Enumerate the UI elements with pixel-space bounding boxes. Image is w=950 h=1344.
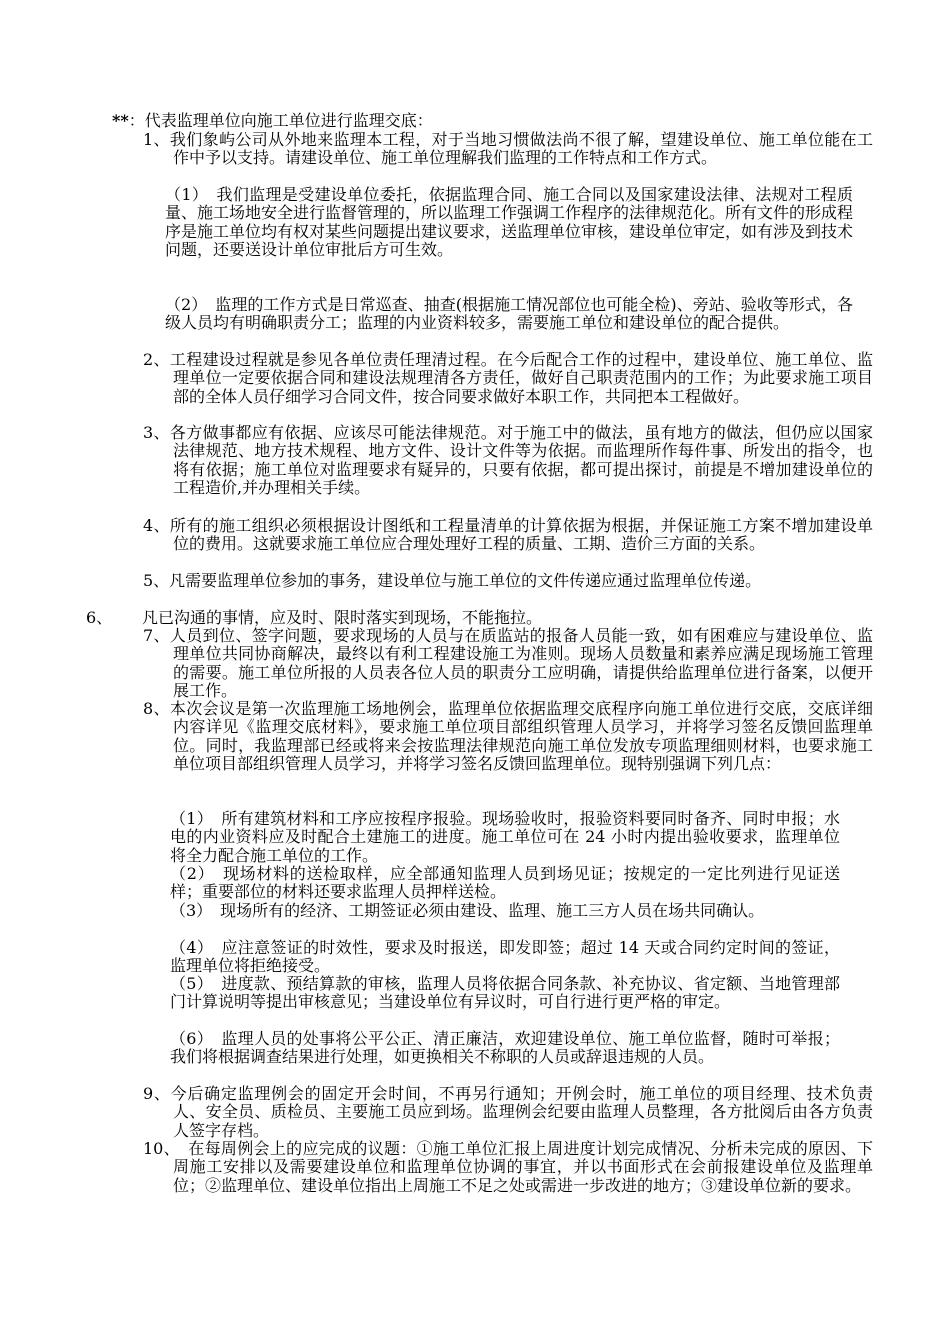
intro-text: ：代表监理单位向施工单位进行监理交底： — [128, 111, 433, 130]
item-6 — [86, 609, 866, 627]
item-8-sub-1: （1） 所有建筑材料和工序应按程序报验。现场验收时，报验资料要同时备齐、同时申报；水电的内业资料应及时配合土建施工的进度。施工单位可在 24 小时内提出验收要求，监理单位将全力配合施工单位的工作。 — [170, 809, 840, 865]
item-8-sub-6: （6） 监理人员的处事将公平公正、清正廉洁，欢迎建设单位、施工单位监督，随时可举报；我们将根据调查结果进行处理，如更换相关不称职的人员或辞退违规的人员。 — [170, 1029, 840, 1067]
item-8-sub-2: （2） 现场材料的送检取样，应全部通知监理人员到场见证；按规定的一定比列进行见证送样；重要部位的材料还要求监理人员押样送检。 — [170, 864, 840, 902]
intro-paragraph — [112, 112, 882, 130]
item-9: 9、今后确定监理例会的固定开会时间，不再另行通知；开例会时，施工单位的项目经理、技术负责人、安全员、质检员、主要施工员应到场。监理例会纪要由监理人员整理，各方批阅后由各方负责人签字存档。 — [143, 1084, 873, 1140]
item-8: 8、本次会议是第一次监理施工场地例会，监理单位依据监理交底程序向施工单位进行交底，交底详细内容详见《监理交底材料》，要求施工单位项目部组织管理人员学习，并将学习签名反馈回监理单位。同时，我监理部已经或将来会按监理法律规范向施工单位发放专项监理细则材料，也要求施工单位项目部组织管理人员学习，并将学习签名反馈回监理单位。现特别强调下列几点： — [143, 699, 873, 773]
item-1-sub-1: （1） 我们监理是受建设单位委托，依据监理合同、施工合同以及国家建设法律、法规对工程质量、施工场地安全进行监督管理的，所以监理工作强调工作程序的法律规范化。所有文件的形成程序是施工单位均有权对某些问题提出建议要求，送监理单位审核，建设单位审定，如有涉及到技术问题，还要送设计单位审批后方可生效。 — [165, 185, 854, 259]
item-1: 1、我们象屿公司从外地来监理本工程，对于当地习惯做法尚不很了解，望建设单位、施工单位能在工作中予以支持。请建设单位、施工单位理解我们监理的工作特点和工作方式。 — [143, 130, 873, 168]
item-8-sub-5: （5） 进度款、预结算款的审核，监理人员将依据合同条款、补充协议、省定额、当地管理部门计算说明等提出审核意见；当建设单位有异议时，可自行进行更严格的审定。 — [170, 974, 840, 1012]
item-1-sub-2: （2） 监理的工作方式是日常巡查、抽查(根据施工情况部位也可能全检)、旁站、验收等形式，各级人员均有明确职责分工；监理的内业资料较多，需要施工单位和建设单位的配合提供。 — [165, 295, 853, 333]
item-4: 4、所有的施工组织必须根据设计图纸和工程量清单的计算依据为根据，并保证施工方案不增加建设单位的费用。这就要求施工单位应合理处理好工程的质量、工期、造价三方面的关系。 — [143, 516, 873, 554]
intro-bold-mark: ** — [112, 111, 129, 130]
item-6-text: 凡已沟通的事情，应及时、限时落实到现场，不能拖拉。 — [142, 608, 543, 627]
item-3: 3、各方做事都应有依据、应该尽可能法律规范。对于施工中的做法，虽有地方的做法，但仍应以国家法律规范、地方技术规程、地方文件、设计文件等为依据。而监理所作每件事、所发出的指令，也将有依据；施工单位对监理要求有疑异的，只要有依据，都可提出探讨，前提是不增加建设单位的工程造价,并办理相关手续。 — [143, 423, 873, 497]
item-8-sub-3: （3） 现场所有的经济、工期签证必须由建设、监理、施工三方人员在场共同确认。 — [170, 901, 765, 920]
item-7: 7、人员到位、签字问题，要求现场的人员与在质监站的报备人员能一致，如有困难应与建设单位、监理单位共同协商解决，最终以有利工程建设施工为准则。现场人员数量和素养应满足现场施工管理的需要。施工单位所报的人员表各位人员的职责分工应明确，请提供给监理单位进行备案，以便开展工作。 — [143, 626, 873, 700]
item-2: 2、工程建设过程就是参见各单位责任理清过程。在今后配合工作的过程中，建设单位、施工单位、监理单位一定要依据合同和建设法规理清各方责任，做好自己职责范围内的工作；为此要求施工项目部的全体人员仔细学习合同文件，按合同要求做好本职工作，共同把本工程做好。 — [143, 350, 873, 406]
item-8-sub-4: （4） 应注意签证的时效性，要求及时报送，即发即签；超过 14 天或合同约定时间的签证，监理单位将拒绝接受。 — [170, 938, 840, 976]
item-10: 10、 在每周例会上的应完成的议题：①施工单位汇报上周进度计划完成情况、分析未完成的原因、下周施工安排以及需要建设单位和监理单位协调的事宜，并以书面形式在会前报建设单位及监理单位；②监理单位、建设单位指出上周施工不足之处或需进一步改进的地方；③建设单位新的要求。 — [143, 1139, 873, 1195]
item-6-number: 6、 — [86, 608, 113, 627]
item-5: 5、凡需要监理单位参加的事务，建设单位与施工单位的文件传递应通过监理单位传递。 — [143, 571, 762, 590]
